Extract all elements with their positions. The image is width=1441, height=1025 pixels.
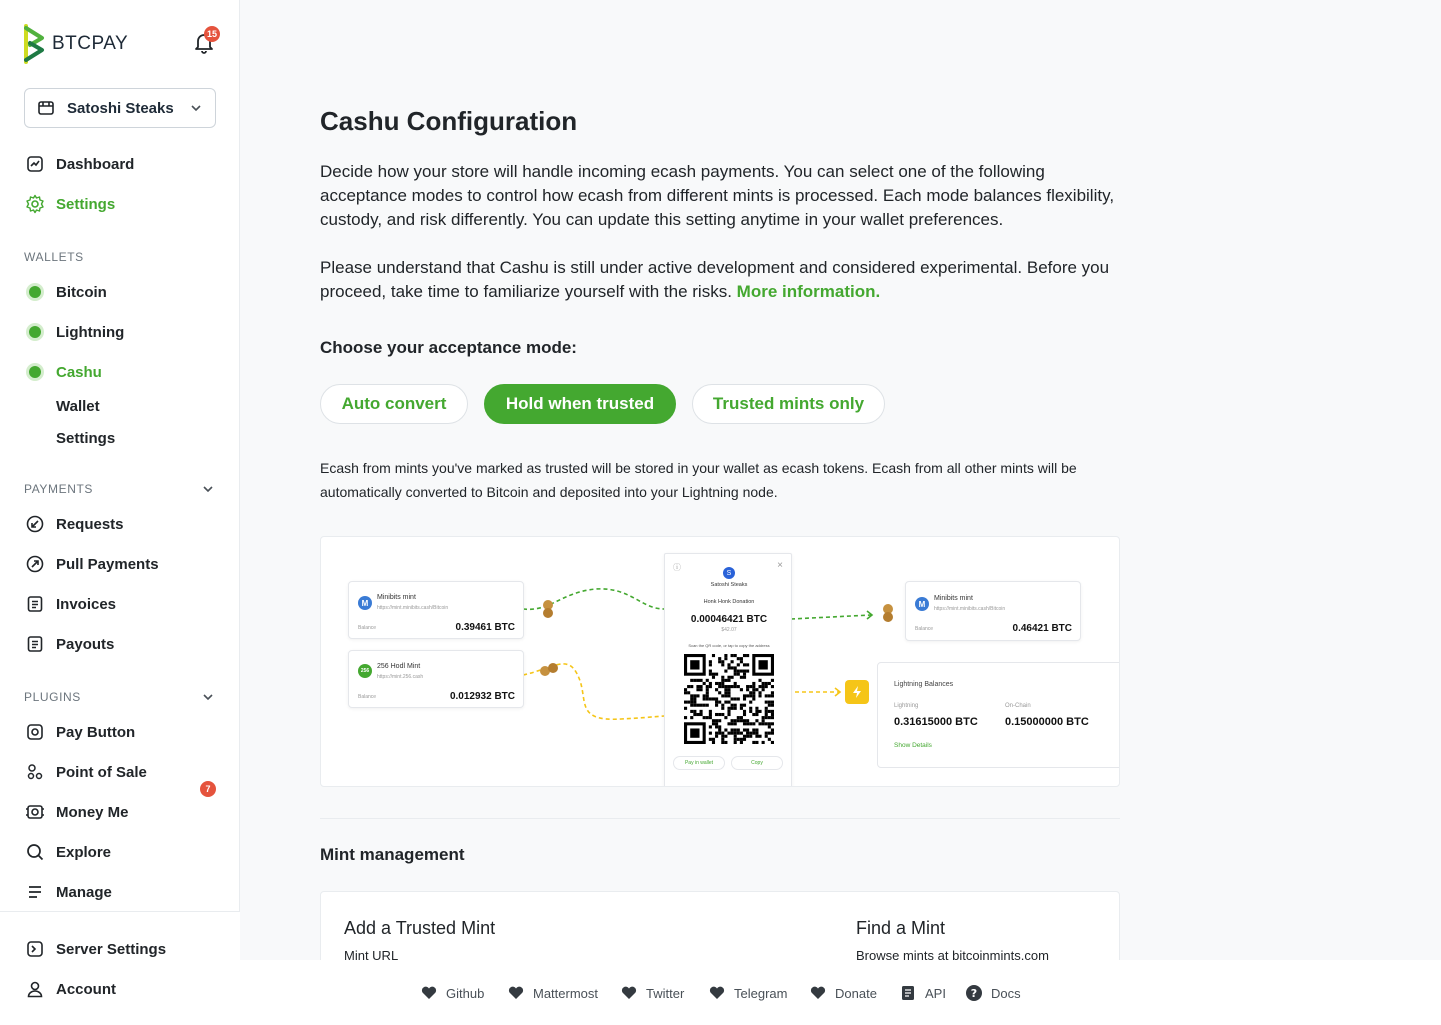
- page-title: Cashu Configuration: [320, 106, 578, 136]
- minibits-logo-icon: M: [915, 597, 929, 611]
- close-icon: ×: [777, 560, 783, 571]
- payments-heading: PAYMENTS: [24, 482, 94, 496]
- heart-icon: [420, 984, 438, 1002]
- sidebar: [0, 0, 240, 1025]
- checkout-item: Honk Honk Donation: [703, 599, 755, 605]
- peanut-token-icon: [879, 603, 897, 623]
- main-content: [240, 0, 1441, 960]
- add-trusted-mint-heading: Add a Trusted Mint: [344, 918, 496, 938]
- gear-icon: [24, 193, 46, 215]
- camera-icon: [24, 801, 46, 823]
- chevron-down-icon[interactable]: [200, 689, 216, 705]
- mint-management-card: [320, 891, 1120, 960]
- nav-payouts-label: Payouts: [56, 635, 115, 653]
- qr-code-icon: [684, 654, 774, 744]
- lightning-label: Lightning: [894, 703, 919, 709]
- pay-in-wallet-button: Pay in wallet: [673, 756, 725, 770]
- nav-explore-label: Explore: [56, 843, 112, 861]
- onchain-label: On-Chain: [1005, 703, 1031, 709]
- footer-link-github[interactable]: [420, 984, 484, 1002]
- nav-point-of-sale[interactable]: [24, 760, 147, 784]
- find-mint-subtext[interactable]: Browse mints at bitcoinmints.com: [856, 948, 1049, 960]
- notifications-bell-icon[interactable]: [194, 29, 217, 54]
- mint3-name: Minibits mint: [934, 595, 973, 602]
- lightning-balances-card: [877, 662, 1120, 768]
- notification-count-badge: 15: [204, 26, 220, 42]
- minibits-logo-icon: M: [358, 596, 372, 610]
- footer: [240, 960, 1441, 1025]
- nav-invoices[interactable]: [24, 592, 116, 616]
- nav-account[interactable]: [24, 977, 116, 1001]
- nav-dashboard[interactable]: [24, 152, 134, 176]
- peanut-token-icon: [539, 599, 557, 619]
- checkout-hint: Scan the QR code, or tap to copy the address: [688, 643, 770, 648]
- nav-payouts[interactable]: [24, 632, 114, 656]
- nav-manage-label: Manage: [56, 883, 112, 901]
- footer-link-label: Telegram: [734, 985, 788, 1001]
- mode-trusted-mints-only-button[interactable]: Trusted mints only: [692, 384, 885, 424]
- status-dot-icon: [24, 361, 46, 383]
- heart-icon: [507, 984, 525, 1002]
- mint-card-minibits-result: [905, 581, 1081, 641]
- heart-icon: [620, 984, 638, 1002]
- nav-money-me[interactable]: [24, 800, 129, 824]
- question-circle-icon: [965, 984, 983, 1002]
- nav-point-of-sale-label: Point of Sale: [56, 763, 147, 781]
- plugin-count-badge: 7: [200, 781, 216, 797]
- nav-cashu-wallet[interactable]: Wallet: [56, 398, 100, 415]
- mint2-name: 256 Hodl Mint: [377, 663, 421, 670]
- heart-icon: [708, 984, 726, 1002]
- list-icon: [24, 881, 46, 903]
- nav-lightning-label: Lightning: [56, 323, 125, 341]
- svg-text:?: ?: [970, 987, 978, 1000]
- nav-pull-payments-label: Pull Payments: [56, 555, 159, 573]
- footer-link-label: Twitter: [646, 985, 685, 1001]
- wallets-heading: WALLETS: [24, 250, 84, 264]
- store-selector[interactable]: [24, 88, 216, 128]
- lightning-bolt-icon: [845, 680, 869, 704]
- nav-cashu-settings[interactable]: Settings: [56, 430, 116, 447]
- lightning-balances-title: Lightning Balances: [894, 681, 954, 688]
- mint2-balance-label: Balance: [358, 694, 377, 700]
- mode-auto-convert-button[interactable]: Auto convert: [320, 384, 468, 424]
- nav-explore[interactable]: [24, 840, 111, 864]
- mint3-url: https://mint.minibits.cash/Bitcoin: [934, 606, 1006, 612]
- mint1-name: Minibits mint: [377, 594, 416, 601]
- info-icon: ⓘ: [673, 563, 681, 572]
- nav-pay-button[interactable]: [24, 720, 135, 744]
- nav-account-label: Account: [56, 980, 116, 998]
- mint1-balance-label: Balance: [358, 625, 377, 631]
- status-dot-icon: [24, 281, 46, 303]
- store-logo-icon: S: [723, 567, 735, 579]
- warning-body: Please understand that Cashu is still under active development and considered experimental. Before you proceed, take time to familiarize yourself with the risks.: [320, 258, 1110, 301]
- footer-link-api[interactable]: [899, 984, 946, 1002]
- checkout-amount: 0.00046421 BTC: [690, 614, 768, 625]
- nav-pay-button-label: Pay Button: [56, 723, 136, 741]
- nav-settings[interactable]: [24, 192, 115, 216]
- arrow-in-circle-icon: [24, 513, 46, 535]
- footer-link-mattermost[interactable]: [507, 984, 598, 1002]
- nav-requests-label: Requests: [56, 515, 124, 533]
- footer-link-label: Docs: [991, 985, 1021, 1001]
- footer-link-label: Donate: [835, 985, 877, 1001]
- store-name: Satoshi Steaks: [67, 99, 174, 117]
- status-dot-icon: [24, 321, 46, 343]
- search-icon: [24, 841, 46, 863]
- footer-link-label: Github: [446, 985, 485, 1001]
- document-icon: [24, 593, 46, 615]
- onchain-value: 0.15000000 BTC: [1005, 716, 1089, 728]
- document-icon: [899, 984, 917, 1002]
- checkout-store: Satoshi Steaks: [710, 582, 748, 588]
- plugins-heading: PLUGINS: [24, 690, 81, 704]
- footer-link-telegram[interactable]: [708, 984, 787, 1002]
- nav-server-settings[interactable]: [24, 937, 166, 961]
- pay-button-icon: [24, 721, 46, 743]
- nav-invoices-label: Invoices: [56, 595, 117, 613]
- flow-illustration: [320, 536, 1120, 787]
- mode-description: Ecash from mints you've marked as trusted will be stored in your wallet as ecash tokens. Ecash from all other mints will be automatically converted to Bitcoin and deposited into your Lightning node.: [320, 460, 1077, 500]
- brand-name: BTCPAY: [52, 33, 129, 54]
- mint3-balance-label: Balance: [915, 626, 934, 632]
- more-info-link[interactable]: More information.: [736, 282, 881, 301]
- brand-logo[interactable]: [24, 24, 128, 64]
- arrow-out-circle-icon: [24, 553, 46, 575]
- user-icon: [24, 978, 46, 1000]
- mode-hold-when-trusted-button[interactable]: Hold when trusted: [484, 384, 676, 424]
- mint-management-heading: Mint management: [320, 845, 465, 864]
- nav-bitcoin-label: Bitcoin: [56, 283, 107, 301]
- sidebar-bottom: [0, 911, 240, 1025]
- footer-link-docs[interactable]: [965, 984, 1021, 1002]
- nav-server-settings-label: Server Settings: [56, 940, 167, 958]
- mint-card-minibits: [348, 581, 524, 639]
- lightning-value: 0.31615000 BTC: [894, 716, 978, 728]
- warning-text: [320, 256, 1120, 304]
- document-icon: [24, 633, 46, 655]
- chevron-down-icon[interactable]: [200, 481, 216, 497]
- btcpay-logo-icon: [24, 24, 46, 64]
- mint2-url: https://mint.256.cash: [377, 674, 424, 680]
- footer-link-label: API: [925, 985, 946, 1001]
- nav-cashu-label: Cashu: [56, 363, 102, 381]
- mint3-balance: 0.46421 BTC: [1012, 623, 1072, 634]
- nav-requests[interactable]: [24, 512, 124, 536]
- terminal-icon: [24, 938, 46, 960]
- nav-cashu[interactable]: [24, 360, 102, 384]
- nav-dashboard-label: Dashboard: [56, 155, 135, 173]
- footer-link-donate[interactable]: [809, 984, 877, 1002]
- mint2-balance: 0.012932 BTC: [449, 691, 515, 702]
- store-icon: [37, 99, 55, 117]
- nav-manage[interactable]: [24, 880, 112, 904]
- checkout-fiat: $42.07: [721, 627, 737, 633]
- footer-link-label: Mattermost: [533, 985, 599, 1001]
- nav-pull-payments[interactable]: [24, 552, 159, 576]
- mint1-balance: 0.39461 BTC: [455, 622, 515, 633]
- nav-money-me-label: Money Me: [56, 803, 129, 821]
- checkout-preview: [664, 553, 792, 787]
- chevron-down-icon: [189, 101, 203, 115]
- nav-bitcoin[interactable]: [24, 280, 107, 304]
- mint-card-256-hodl: [348, 650, 524, 708]
- heart-icon: [809, 984, 827, 1002]
- peanut-token-icon: [539, 661, 559, 679]
- choose-mode-label: Choose your acceptance mode:: [320, 338, 577, 357]
- point-of-sale-icon: [24, 761, 46, 783]
- show-details-link: Show Details: [894, 742, 932, 749]
- dashboard-icon: [24, 153, 46, 175]
- hodl-logo-icon: 256: [358, 664, 372, 678]
- mint1-url: https://mint.minibits.cash/Bitcoin: [377, 605, 449, 611]
- nav-settings-label: Settings: [56, 195, 116, 213]
- footer-link-twitter[interactable]: [620, 984, 684, 1002]
- intro-text: Decide how your store will handle incoming ecash payments. You can select one of the following acceptance modes to control how ecash from different mints is processed. Each mode balances flexibility, custody, and risk differently. You can update this setting anytime in your wallet preferences.: [320, 162, 1115, 229]
- section-divider: [320, 818, 1120, 819]
- copy-button: Copy: [731, 756, 783, 770]
- mint-url-label: Mint URL: [344, 948, 399, 960]
- nav-lightning[interactable]: [24, 320, 124, 344]
- find-mint-heading: Find a Mint: [856, 918, 946, 938]
